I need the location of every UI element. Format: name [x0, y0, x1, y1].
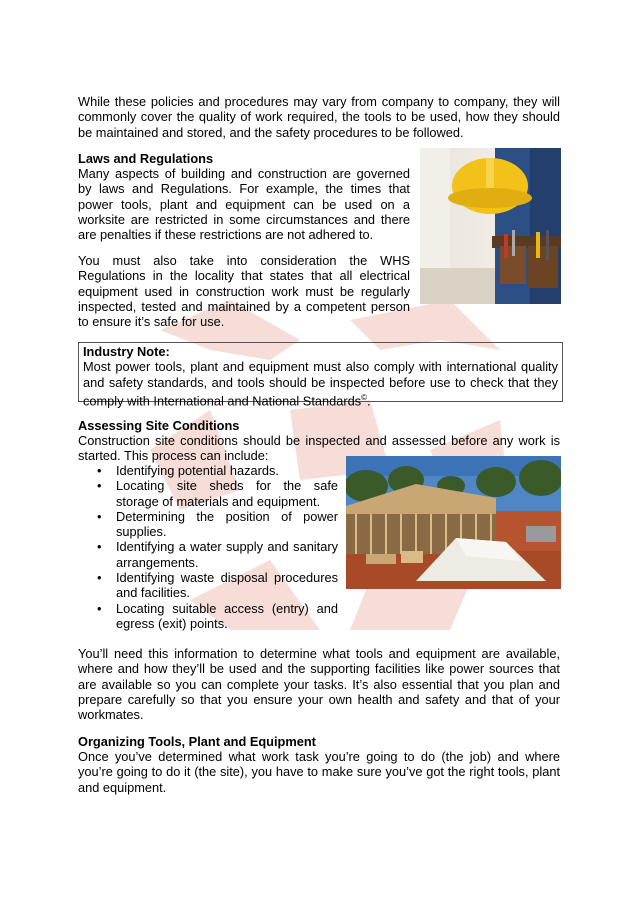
- list-item: • Identifying a water supply and sanitary arrangements.: [97, 539, 338, 570]
- worker-tool-belt-image: [420, 148, 561, 304]
- bullet-icon: •: [97, 570, 102, 586]
- planning-paragraph: You’ll need this information to determine what tools and equipment are available, where and how they’ll be used and the supporting facilities like power sources that are available so you can complete your tasks. It’s also essential that you plan and prepare carefully so that you ensure your own health and safety and that of your workmates.: [78, 646, 560, 723]
- copyright-mark: ©: [361, 392, 368, 402]
- whs-paragraph: You must also take into consideration the WHS Regulations in the locality that states that all electrical equipment used in construction work must be regularly inspected, tested and maintained by a competent person to ensure it’s safe for use.: [78, 253, 410, 330]
- organizing-heading: Organizing Tools, Plant and Equipment: [78, 734, 316, 749]
- site-checklist: [78, 463, 338, 631]
- bullet-icon: •: [97, 478, 102, 494]
- organizing-paragraph: Once you’ve determined what work task you’re going to do (the job) and where you’re going to do it (the site), you have to make sure you’ve got the right tools, plant and equipment.: [78, 749, 560, 795]
- bullet-icon: •: [97, 600, 102, 616]
- list-item: • Locating suitable access (entry) and egress (exit) points.: [97, 600, 338, 631]
- site-intro: Construction site conditions should be inspected and assessed before any work is started. This process can include:: [78, 433, 560, 464]
- laws-heading: Laws and Regulations: [78, 151, 214, 166]
- bullet-icon: •: [97, 539, 102, 555]
- list-item: • Identifying potential hazards.: [97, 463, 279, 478]
- industry-note-box: [78, 342, 563, 409]
- bullet-icon: •: [97, 463, 102, 478]
- industry-note-end: .: [367, 393, 371, 409]
- list-item: • Determining the position of power supplies.: [97, 508, 338, 540]
- laws-paragraph: Many aspects of building and construction are governed by laws and Regulations. For example, the times that power tools, plant and equipment can be used on a worksite are restricted in some circumstances and there are penalties if these restrictions are not adhered to.: [78, 166, 410, 243]
- list-item: • Locating site sheds for the safe storage of materials and equipment.: [97, 478, 338, 509]
- intro-paragraph: While these policies and procedures may vary from company to company, they will commonly cover the quality of work required, the tools to be used, how they should be maintained and stored, and the safety procedures to be followed.: [78, 94, 560, 140]
- site-heading: Assessing Site Conditions: [78, 418, 240, 433]
- bullet-icon: •: [97, 508, 102, 524]
- construction-site-image: [346, 456, 561, 589]
- industry-note-title: Industry Note:: [83, 344, 170, 359]
- industry-note-text: Most power tools, plant and equipment must also comply with international quality and safety standards, and tools should be inspected before use to check that they comply with International and National Standards: [83, 359, 558, 409]
- list-item: • Identifying waste disposal procedures and facilities.: [97, 570, 338, 601]
